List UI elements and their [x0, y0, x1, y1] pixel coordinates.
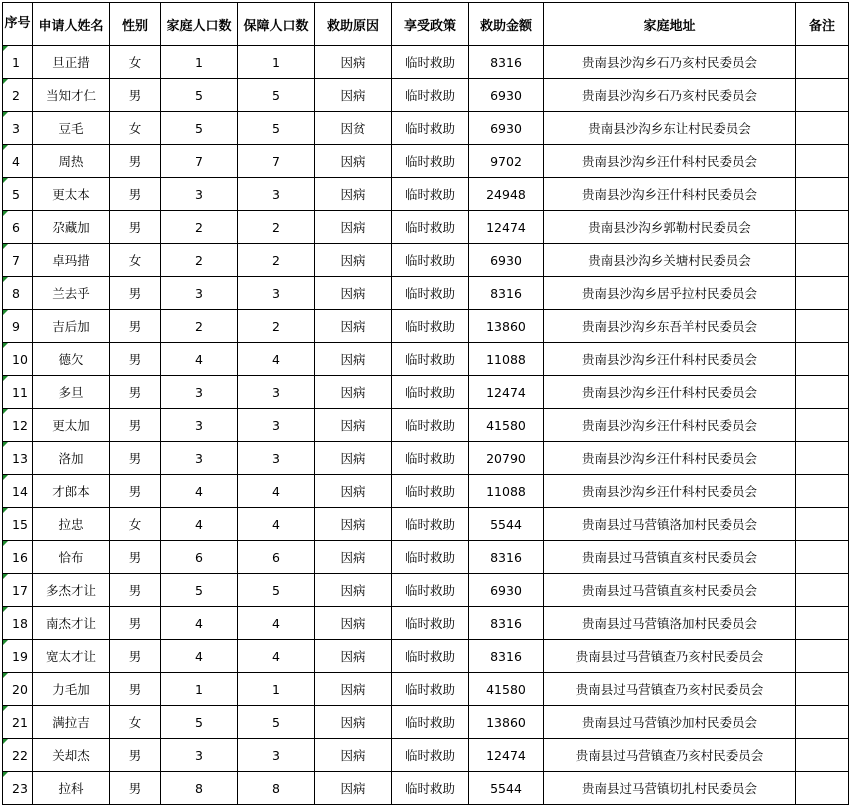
cell-address[interactable]: 贵南县过马营镇查乃亥村民委员会: [544, 673, 796, 706]
cell-seq[interactable]: 4: [3, 145, 33, 178]
cell-seq[interactable]: 15: [3, 508, 33, 541]
cell-gender[interactable]: 男: [110, 673, 161, 706]
cell-amount[interactable]: 20790: [469, 442, 544, 475]
cell-address[interactable]: 贵南县过马营镇直亥村民委员会: [544, 541, 796, 574]
cell-family-size[interactable]: 2: [161, 310, 238, 343]
cell-reason[interactable]: 因病: [315, 409, 392, 442]
table-row: [3, 145, 849, 178]
cell-seq[interactable]: 8: [3, 277, 33, 310]
cell-seq[interactable]: 17: [3, 574, 33, 607]
cell-family-size[interactable]: 2: [161, 244, 238, 277]
table-row: [3, 112, 849, 145]
cell-remark[interactable]: [796, 46, 849, 79]
cell-family-size[interactable]: 5: [161, 112, 238, 145]
table-row: [3, 706, 849, 739]
table-row: [3, 442, 849, 475]
cell-remark[interactable]: [796, 508, 849, 541]
cell-family-size[interactable]: 1: [161, 46, 238, 79]
cell-address[interactable]: 贵南县过马营镇切扎村民委员会: [544, 772, 796, 805]
cell-remark[interactable]: [796, 277, 849, 310]
cell-family-size[interactable]: 8: [161, 772, 238, 805]
cell-policy[interactable]: 临时救助: [392, 145, 469, 178]
cell-guarantee-size[interactable]: 4: [238, 607, 315, 640]
table-row: [3, 46, 849, 79]
cell-guarantee-size[interactable]: 4: [238, 343, 315, 376]
cell-policy[interactable]: 临时救助: [392, 574, 469, 607]
cell-amount[interactable]: 41580: [469, 673, 544, 706]
cell-applicant-name[interactable]: 尕藏加: [33, 211, 110, 244]
cell-reason[interactable]: 因病: [315, 244, 392, 277]
cell-reason[interactable]: 因贫: [315, 112, 392, 145]
cell-seq[interactable]: 22: [3, 739, 33, 772]
cell-remark[interactable]: [796, 574, 849, 607]
cell-gender[interactable]: 男: [110, 145, 161, 178]
cell-guarantee-size[interactable]: 2: [238, 244, 315, 277]
cell-reason[interactable]: 因病: [315, 739, 392, 772]
cell-amount[interactable]: 12474: [469, 376, 544, 409]
cell-family-size[interactable]: 5: [161, 574, 238, 607]
cell-address[interactable]: 贵南县沙沟乡关塘村民委员会: [544, 244, 796, 277]
cell-gender[interactable]: 男: [110, 574, 161, 607]
table-row: [3, 343, 849, 376]
cell-reason[interactable]: 因病: [315, 607, 392, 640]
cell-amount[interactable]: 8316: [469, 640, 544, 673]
cell-seq[interactable]: 14: [3, 475, 33, 508]
cell-guarantee-size[interactable]: 2: [238, 310, 315, 343]
cell-address[interactable]: 贵南县过马营镇查乃亥村民委员会: [544, 640, 796, 673]
cell-reason[interactable]: 因病: [315, 178, 392, 211]
cell-applicant-name[interactable]: 关却杰: [33, 739, 110, 772]
cell-applicant-name[interactable]: 宽太才让: [33, 640, 110, 673]
cell-reason[interactable]: 因病: [315, 145, 392, 178]
cell-seq[interactable]: 18: [3, 607, 33, 640]
cell-amount[interactable]: 6930: [469, 112, 544, 145]
table-row: [3, 310, 849, 343]
cell-amount[interactable]: 8316: [469, 541, 544, 574]
cell-reason[interactable]: 因病: [315, 442, 392, 475]
table-row: [3, 739, 849, 772]
cell-policy[interactable]: 临时救助: [392, 79, 469, 112]
cell-remark[interactable]: [796, 442, 849, 475]
cell-policy[interactable]: 临时救助: [392, 343, 469, 376]
cell-reason[interactable]: 因病: [315, 475, 392, 508]
cell-applicant-name[interactable]: 更太本: [33, 178, 110, 211]
cell-family-size[interactable]: 3: [161, 277, 238, 310]
cell-remark[interactable]: [796, 310, 849, 343]
cell-seq[interactable]: 5: [3, 178, 33, 211]
cell-family-size[interactable]: 4: [161, 607, 238, 640]
header-reason[interactable]: 救助原因: [315, 3, 392, 46]
cell-applicant-name[interactable]: 多杰才让: [33, 574, 110, 607]
cell-policy[interactable]: 临时救助: [392, 112, 469, 145]
cell-gender[interactable]: 男: [110, 343, 161, 376]
cell-applicant-name[interactable]: 吉后加: [33, 310, 110, 343]
cell-applicant-name[interactable]: 兰去乎: [33, 277, 110, 310]
cell-reason[interactable]: 因病: [315, 79, 392, 112]
cell-amount[interactable]: 5544: [469, 772, 544, 805]
header-gender[interactable]: 性别: [110, 3, 161, 46]
cell-amount[interactable]: 8316: [469, 277, 544, 310]
header-family-size[interactable]: 家庭人口数: [161, 3, 238, 46]
cell-seq[interactable]: 10: [3, 343, 33, 376]
cell-policy[interactable]: 临时救助: [392, 178, 469, 211]
cell-policy[interactable]: 临时救助: [392, 244, 469, 277]
cell-address[interactable]: 贵南县沙沟乡汪什科村民委员会: [544, 475, 796, 508]
table-row: [3, 574, 849, 607]
cell-address[interactable]: 贵南县沙沟乡汪什科村民委员会: [544, 409, 796, 442]
cell-guarantee-size[interactable]: 7: [238, 145, 315, 178]
cell-seq[interactable]: 23: [3, 772, 33, 805]
cell-remark[interactable]: [796, 211, 849, 244]
cell-remark[interactable]: [796, 607, 849, 640]
header-policy[interactable]: 享受政策: [392, 3, 469, 46]
cell-guarantee-size[interactable]: 5: [238, 706, 315, 739]
cell-family-size[interactable]: 3: [161, 442, 238, 475]
cell-family-size[interactable]: 1: [161, 673, 238, 706]
cell-family-size[interactable]: 7: [161, 145, 238, 178]
cell-address[interactable]: 贵南县沙沟乡汪什科村民委员会: [544, 145, 796, 178]
cell-reason[interactable]: 因病: [315, 541, 392, 574]
cell-seq[interactable]: 7: [3, 244, 33, 277]
cell-amount[interactable]: 6930: [469, 574, 544, 607]
cell-guarantee-size[interactable]: 1: [238, 673, 315, 706]
cell-address[interactable]: 贵南县沙沟乡汪什科村民委员会: [544, 178, 796, 211]
cell-seq[interactable]: 13: [3, 442, 33, 475]
cell-guarantee-size[interactable]: 3: [238, 376, 315, 409]
cell-applicant-name[interactable]: 洛加: [33, 442, 110, 475]
cell-policy[interactable]: 临时救助: [392, 475, 469, 508]
cell-family-size[interactable]: 5: [161, 706, 238, 739]
header-seq[interactable]: 序号: [3, 3, 33, 46]
cell-address[interactable]: 贵南县沙沟乡东让村民委员会: [544, 112, 796, 145]
cell-amount[interactable]: 5544: [469, 508, 544, 541]
cell-guarantee-size[interactable]: 4: [238, 640, 315, 673]
cell-applicant-name[interactable]: 豆毛: [33, 112, 110, 145]
cell-gender[interactable]: 男: [110, 607, 161, 640]
cell-family-size[interactable]: 4: [161, 508, 238, 541]
cell-amount[interactable]: 11088: [469, 475, 544, 508]
cell-remark[interactable]: [796, 475, 849, 508]
cell-reason[interactable]: 因病: [315, 211, 392, 244]
table-row: [3, 772, 849, 805]
cell-guarantee-size[interactable]: 6: [238, 541, 315, 574]
cell-address[interactable]: 贵南县过马营镇洛加村民委员会: [544, 607, 796, 640]
header-address[interactable]: 家庭地址: [544, 3, 796, 46]
cell-family-size[interactable]: 3: [161, 409, 238, 442]
cell-applicant-name[interactable]: 旦正措: [33, 46, 110, 79]
cell-remark[interactable]: [796, 541, 849, 574]
cell-remark[interactable]: [796, 178, 849, 211]
cell-remark[interactable]: [796, 409, 849, 442]
cell-address[interactable]: 贵南县过马营镇直亥村民委员会: [544, 574, 796, 607]
header-name[interactable]: 申请人姓名: [33, 3, 110, 46]
cell-gender[interactable]: 男: [110, 310, 161, 343]
cell-amount[interactable]: 8316: [469, 607, 544, 640]
cell-guarantee-size[interactable]: 3: [238, 178, 315, 211]
cell-policy[interactable]: 临时救助: [392, 739, 469, 772]
cell-family-size[interactable]: 3: [161, 376, 238, 409]
cell-guarantee-size[interactable]: 8: [238, 772, 315, 805]
table-body: [3, 46, 849, 805]
cell-applicant-name[interactable]: 才郎本: [33, 475, 110, 508]
cell-seq[interactable]: 11: [3, 376, 33, 409]
cell-guarantee-size[interactable]: 5: [238, 112, 315, 145]
cell-policy[interactable]: 临时救助: [392, 277, 469, 310]
cell-applicant-name[interactable]: 卓玛措: [33, 244, 110, 277]
cell-applicant-name[interactable]: 力毛加: [33, 673, 110, 706]
cell-family-size[interactable]: 2: [161, 211, 238, 244]
table-row: [3, 607, 849, 640]
cell-family-size[interactable]: 6: [161, 541, 238, 574]
cell-gender[interactable]: 男: [110, 409, 161, 442]
cell-policy[interactable]: 临时救助: [392, 409, 469, 442]
cell-gender[interactable]: 男: [110, 541, 161, 574]
cell-reason[interactable]: 因病: [315, 376, 392, 409]
cell-remark[interactable]: [796, 112, 849, 145]
cell-policy[interactable]: 临时救助: [392, 211, 469, 244]
cell-address[interactable]: 贵南县过马营镇沙加村民委员会: [544, 706, 796, 739]
cell-policy[interactable]: 临时救助: [392, 508, 469, 541]
cell-remark[interactable]: [796, 79, 849, 112]
relief-roster-table: [2, 2, 849, 805]
cell-applicant-name[interactable]: 拉忠: [33, 508, 110, 541]
cell-guarantee-size[interactable]: 1: [238, 46, 315, 79]
table-row: [3, 541, 849, 574]
cell-reason[interactable]: 因病: [315, 673, 392, 706]
cell-remark[interactable]: [796, 706, 849, 739]
cell-gender[interactable]: 女: [110, 112, 161, 145]
cell-policy[interactable]: 临时救助: [392, 541, 469, 574]
cell-gender[interactable]: 男: [110, 79, 161, 112]
cell-seq[interactable]: 21: [3, 706, 33, 739]
cell-reason[interactable]: 因病: [315, 277, 392, 310]
cell-address[interactable]: 贵南县沙沟乡郭勒村民委员会: [544, 211, 796, 244]
cell-address[interactable]: 贵南县沙沟乡汪什科村民委员会: [544, 343, 796, 376]
cell-applicant-name[interactable]: 多旦: [33, 376, 110, 409]
cell-reason[interactable]: 因病: [315, 706, 392, 739]
cell-gender[interactable]: 男: [110, 442, 161, 475]
cell-seq[interactable]: 9: [3, 310, 33, 343]
cell-family-size[interactable]: 4: [161, 343, 238, 376]
table-row: [3, 79, 849, 112]
cell-seq[interactable]: 12: [3, 409, 33, 442]
cell-amount[interactable]: 8316: [469, 46, 544, 79]
cell-policy[interactable]: 临时救助: [392, 706, 469, 739]
cell-gender[interactable]: 男: [110, 640, 161, 673]
cell-guarantee-size[interactable]: 4: [238, 475, 315, 508]
cell-seq[interactable]: 3: [3, 112, 33, 145]
header-amount[interactable]: 救助金额: [469, 3, 544, 46]
cell-family-size[interactable]: 3: [161, 739, 238, 772]
cell-policy[interactable]: 临时救助: [392, 46, 469, 79]
cell-reason[interactable]: 因病: [315, 508, 392, 541]
cell-remark[interactable]: [796, 145, 849, 178]
cell-guarantee-size[interactable]: 3: [238, 739, 315, 772]
cell-reason[interactable]: 因病: [315, 46, 392, 79]
cell-amount[interactable]: 24948: [469, 178, 544, 211]
cell-amount[interactable]: 41580: [469, 409, 544, 442]
cell-guarantee-size[interactable]: 5: [238, 574, 315, 607]
cell-guarantee-size[interactable]: 3: [238, 409, 315, 442]
cell-applicant-name[interactable]: 满拉吉: [33, 706, 110, 739]
cell-gender[interactable]: 男: [110, 211, 161, 244]
cell-applicant-name[interactable]: 南杰才让: [33, 607, 110, 640]
cell-address[interactable]: 贵南县沙沟乡石乃亥村民委员会: [544, 46, 796, 79]
cell-reason[interactable]: 因病: [315, 772, 392, 805]
cell-policy[interactable]: 临时救助: [392, 607, 469, 640]
cell-applicant-name[interactable]: 恰布: [33, 541, 110, 574]
header-remark[interactable]: 备注: [796, 3, 849, 46]
cell-seq[interactable]: 6: [3, 211, 33, 244]
table-row: [3, 178, 849, 211]
cell-amount[interactable]: 12474: [469, 739, 544, 772]
cell-address[interactable]: 贵南县沙沟乡汪什科村民委员会: [544, 442, 796, 475]
table-row: [3, 376, 849, 409]
cell-gender[interactable]: 女: [110, 46, 161, 79]
cell-address[interactable]: 贵南县沙沟乡居乎拉村民委员会: [544, 277, 796, 310]
cell-policy[interactable]: 临时救助: [392, 640, 469, 673]
cell-applicant-name[interactable]: 当知才仁: [33, 79, 110, 112]
cell-remark[interactable]: [796, 244, 849, 277]
cell-seq[interactable]: 16: [3, 541, 33, 574]
cell-seq[interactable]: 2: [3, 79, 33, 112]
cell-amount[interactable]: 9702: [469, 145, 544, 178]
cell-seq[interactable]: 19: [3, 640, 33, 673]
table-row: [3, 673, 849, 706]
cell-reason[interactable]: 因病: [315, 310, 392, 343]
cell-amount[interactable]: 13860: [469, 706, 544, 739]
cell-gender[interactable]: 男: [110, 178, 161, 211]
cell-reason[interactable]: 因病: [315, 343, 392, 376]
header-row: [3, 3, 849, 46]
cell-family-size[interactable]: 4: [161, 475, 238, 508]
cell-applicant-name[interactable]: 拉科: [33, 772, 110, 805]
cell-remark[interactable]: [796, 640, 849, 673]
cell-amount[interactable]: 12474: [469, 211, 544, 244]
cell-remark[interactable]: [796, 772, 849, 805]
cell-gender[interactable]: 男: [110, 475, 161, 508]
cell-amount[interactable]: 11088: [469, 343, 544, 376]
cell-family-size[interactable]: 5: [161, 79, 238, 112]
table-row: [3, 277, 849, 310]
cell-policy[interactable]: 临时救助: [392, 772, 469, 805]
cell-applicant-name[interactable]: 周热: [33, 145, 110, 178]
cell-seq[interactable]: 1: [3, 46, 33, 79]
header-guarantee-size[interactable]: 保障人口数: [238, 3, 315, 46]
cell-amount[interactable]: 6930: [469, 79, 544, 112]
cell-guarantee-size[interactable]: 2: [238, 211, 315, 244]
cell-reason[interactable]: 因病: [315, 574, 392, 607]
cell-gender[interactable]: 男: [110, 277, 161, 310]
cell-guarantee-size[interactable]: 3: [238, 442, 315, 475]
table-row: [3, 508, 849, 541]
table-row: [3, 409, 849, 442]
cell-applicant-name[interactable]: 德欠: [33, 343, 110, 376]
cell-gender[interactable]: 男: [110, 772, 161, 805]
cell-reason[interactable]: 因病: [315, 640, 392, 673]
cell-remark[interactable]: [796, 739, 849, 772]
cell-gender[interactable]: 男: [110, 739, 161, 772]
cell-gender[interactable]: 男: [110, 376, 161, 409]
cell-gender[interactable]: 女: [110, 508, 161, 541]
cell-applicant-name[interactable]: 更太加: [33, 409, 110, 442]
cell-policy[interactable]: 临时救助: [392, 673, 469, 706]
cell-remark[interactable]: [796, 376, 849, 409]
cell-policy[interactable]: 临时救助: [392, 310, 469, 343]
cell-address[interactable]: 贵南县沙沟乡石乃亥村民委员会: [544, 79, 796, 112]
cell-amount[interactable]: 13860: [469, 310, 544, 343]
cell-remark[interactable]: [796, 673, 849, 706]
cell-policy[interactable]: 临时救助: [392, 376, 469, 409]
table-row: [3, 640, 849, 673]
cell-gender[interactable]: 女: [110, 244, 161, 277]
table-row: [3, 475, 849, 508]
cell-gender[interactable]: 女: [110, 706, 161, 739]
table-row: [3, 211, 849, 244]
cell-address[interactable]: 贵南县过马营镇洛加村民委员会: [544, 508, 796, 541]
cell-family-size[interactable]: 4: [161, 640, 238, 673]
cell-family-size[interactable]: 3: [161, 178, 238, 211]
cell-seq[interactable]: 20: [3, 673, 33, 706]
cell-remark[interactable]: [796, 343, 849, 376]
cell-guarantee-size[interactable]: 3: [238, 277, 315, 310]
cell-guarantee-size[interactable]: 5: [238, 79, 315, 112]
cell-amount[interactable]: 6930: [469, 244, 544, 277]
table-row: [3, 244, 849, 277]
cell-policy[interactable]: 临时救助: [392, 442, 469, 475]
cell-address[interactable]: 贵南县沙沟乡东吾羊村民委员会: [544, 310, 796, 343]
cell-address[interactable]: 贵南县沙沟乡汪什科村民委员会: [544, 376, 796, 409]
cell-guarantee-size[interactable]: 4: [238, 508, 315, 541]
cell-address[interactable]: 贵南县过马营镇查乃亥村民委员会: [544, 739, 796, 772]
